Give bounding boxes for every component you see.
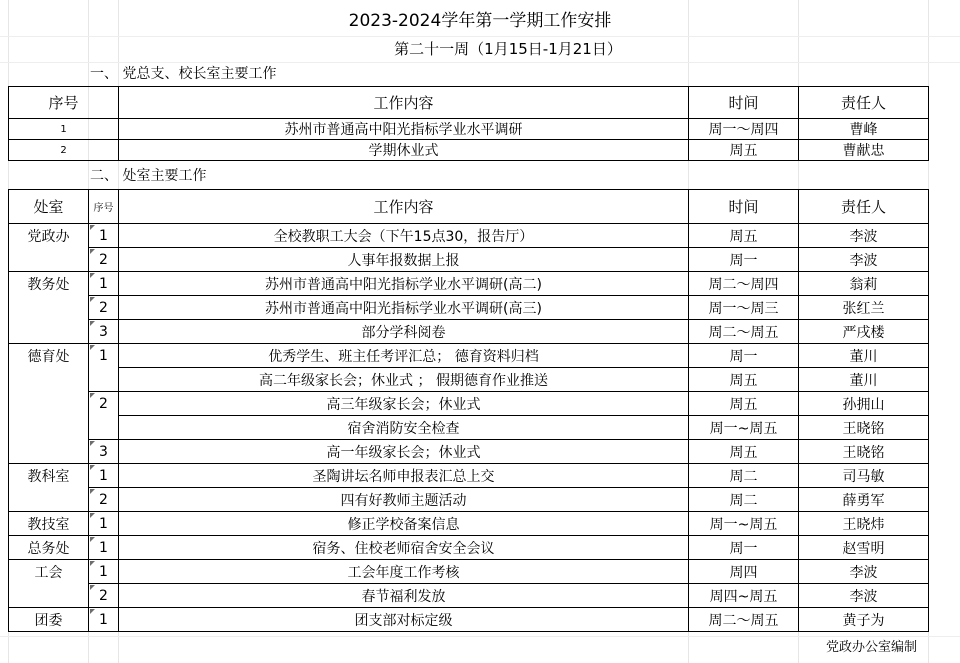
row-index-cell[interactable]: 1 — [9, 119, 119, 140]
person-cell[interactable]: 曹峰 — [799, 119, 929, 140]
work-content-cell[interactable]: 圣陶讲坛名师申报表汇总上交 — [119, 464, 689, 488]
table-row — [9, 464, 929, 488]
grid-line — [0, 62, 960, 63]
departments-table — [8, 189, 929, 632]
work-content-cell[interactable]: 苏州市普通高中阳光指标学业水平调研 — [119, 119, 689, 140]
item-number-cell[interactable]: 2 — [89, 296, 119, 320]
header-cell[interactable]: 时间 — [689, 87, 799, 119]
time-cell[interactable]: 周二 — [689, 488, 799, 512]
department-cell[interactable] — [9, 392, 89, 416]
item-number-cell[interactable]: 1 — [89, 608, 119, 632]
table-row — [9, 224, 929, 248]
work-content-cell[interactable]: 优秀学生、班主任考评汇总； 德育资料归档 — [119, 344, 689, 368]
table-row — [9, 536, 929, 560]
work-content-cell[interactable]: 苏州市普通高中阳光指标学业水平调研(高三) — [119, 296, 689, 320]
work-content-cell[interactable]: 修正学校备案信息 — [119, 512, 689, 536]
table-row — [9, 584, 929, 608]
sheet-title: 2023-2024学年第一学期工作安排 — [348, 11, 612, 31]
time-cell[interactable]: 周二～周五 — [689, 320, 799, 344]
work-content-cell[interactable]: 学期休业式 — [119, 140, 689, 161]
person-cell[interactable]: 翁莉 — [799, 272, 929, 296]
header-cell[interactable]: 工作内容 — [119, 87, 689, 119]
table-row — [9, 368, 929, 392]
time-cell[interactable]: 周四~周五 — [689, 584, 799, 608]
item-number-cell[interactable]: 1 — [89, 464, 119, 488]
item-number-cell[interactable]: 1 — [89, 272, 119, 296]
item-number-cell[interactable]: 1 — [89, 224, 119, 248]
header-cell[interactable]: 时间 — [689, 190, 799, 224]
time-cell[interactable]: 周一 — [689, 344, 799, 368]
table-row — [9, 560, 929, 584]
header-cell[interactable]: 工作内容 — [119, 190, 689, 224]
time-cell[interactable]: 周一 — [689, 248, 799, 272]
time-cell[interactable]: 周五 — [689, 224, 799, 248]
week-subtitle: 第二十一周（1月15日-1月21日） — [394, 40, 622, 58]
person-cell[interactable]: 李波 — [799, 248, 929, 272]
time-cell[interactable]: 周一~周五 — [689, 512, 799, 536]
row-index-cell[interactable]: 2 — [9, 140, 119, 161]
person-cell[interactable]: 严戌楼 — [799, 320, 929, 344]
person-cell[interactable]: 孙拥山 — [799, 392, 929, 416]
department-cell[interactable]: 教科室 — [9, 464, 89, 488]
time-cell[interactable]: 周五 — [689, 368, 799, 392]
table-row — [9, 320, 929, 344]
person-cell[interactable]: 李波 — [799, 584, 929, 608]
department-cell[interactable] — [9, 368, 89, 392]
person-cell[interactable]: 曹献忠 — [799, 140, 929, 161]
department-cell[interactable] — [9, 416, 89, 440]
department-cell[interactable] — [9, 488, 89, 512]
department-cell[interactable]: 总务处 — [9, 536, 89, 560]
work-content-cell[interactable]: 高二年级家长会；休业式 ； 假期德育作业推送 — [119, 368, 689, 392]
header-cell[interactable]: 序号 — [89, 190, 119, 224]
item-number-cell[interactable] — [89, 416, 119, 440]
time-cell[interactable]: 周二～周五 — [689, 608, 799, 632]
item-number-cell[interactable] — [89, 368, 119, 392]
department-cell[interactable] — [9, 320, 89, 344]
item-number-cell[interactable]: 1 — [89, 560, 119, 584]
work-content-cell[interactable]: 宿舍消防安全检查 — [119, 416, 689, 440]
item-number-cell[interactable]: 2 — [89, 584, 119, 608]
section-1-heading: 一、 党总支、校长室主要工作 — [90, 66, 277, 82]
person-cell[interactable]: 薛勇军 — [799, 488, 929, 512]
person-cell[interactable]: 黄子为 — [799, 608, 929, 632]
department-cell[interactable]: 团委 — [9, 608, 89, 632]
item-number-cell[interactable]: 1 — [89, 536, 119, 560]
person-cell[interactable]: 王晓炜 — [799, 512, 929, 536]
item-number-cell[interactable]: 2 — [89, 248, 119, 272]
person-cell[interactable]: 董川 — [799, 344, 929, 368]
table-row — [9, 119, 929, 140]
item-number-cell[interactable]: 3 — [89, 320, 119, 344]
time-cell[interactable]: 周一~周五 — [689, 416, 799, 440]
item-number-cell[interactable]: 2 — [89, 488, 119, 512]
work-content-cell[interactable]: 四有好教师主题活动 — [119, 488, 689, 512]
grid-line — [0, 36, 960, 37]
person-cell[interactable]: 董川 — [799, 368, 929, 392]
header-cell[interactable]: 责任人 — [799, 190, 929, 224]
department-cell[interactable] — [9, 296, 89, 320]
table-header-row — [9, 190, 929, 224]
header-cell[interactable]: 责任人 — [799, 87, 929, 119]
work-content-cell[interactable]: 高一年级家长会；休业式 — [119, 440, 689, 464]
time-cell[interactable]: 周五 — [689, 392, 799, 416]
department-cell[interactable]: 德育处 — [9, 344, 89, 368]
person-cell[interactable]: 司马敏 — [799, 464, 929, 488]
item-number-cell[interactable]: 1 — [89, 512, 119, 536]
person-cell[interactable]: 李波 — [799, 560, 929, 584]
department-cell[interactable]: 党政办 — [9, 224, 89, 248]
table-row — [9, 512, 929, 536]
time-cell[interactable]: 周一～周三 — [689, 296, 799, 320]
work-content-cell[interactable]: 宿务、住校老师宿舍安全会议 — [119, 536, 689, 560]
person-cell[interactable]: 王晓铭 — [799, 416, 929, 440]
table-row — [9, 272, 929, 296]
work-content-cell[interactable]: 苏州市普通高中阳光指标学业水平调研(高二) — [119, 272, 689, 296]
department-cell[interactable] — [9, 248, 89, 272]
table-row — [9, 140, 929, 161]
table-row — [9, 344, 929, 368]
person-cell[interactable]: 李波 — [799, 224, 929, 248]
work-content-cell[interactable]: 全校教职工大会（下午15点30，报告厅） — [119, 224, 689, 248]
leadership-table — [8, 86, 929, 161]
work-content-cell[interactable]: 人事年报数据上报 — [119, 248, 689, 272]
item-number-cell[interactable]: 1 — [89, 344, 119, 368]
table-header-row — [9, 87, 929, 119]
table-row — [9, 608, 929, 632]
department-cell[interactable]: 教务处 — [9, 272, 89, 296]
item-number-cell[interactable]: 3 — [89, 440, 119, 464]
table-row — [9, 296, 929, 320]
work-content-cell[interactable]: 工会年度工作考核 — [119, 560, 689, 584]
person-cell[interactable]: 王晓铭 — [799, 440, 929, 464]
table-row — [9, 416, 929, 440]
work-content-cell[interactable]: 高三年级家长会；休业式 — [119, 392, 689, 416]
table-row — [9, 392, 929, 416]
work-content-cell[interactable]: 春节福利发放 — [119, 584, 689, 608]
work-content-cell[interactable]: 团支部对标定级 — [119, 608, 689, 632]
department-cell[interactable]: 工会 — [9, 560, 89, 584]
time-cell[interactable]: 周五 — [689, 140, 799, 161]
department-cell[interactable] — [9, 440, 89, 464]
grid-line — [0, 636, 960, 637]
table-row — [9, 488, 929, 512]
section-2-heading: 二、 处室主要工作 — [90, 168, 207, 184]
time-cell[interactable]: 周二 — [689, 464, 799, 488]
time-cell[interactable]: 周一 — [689, 536, 799, 560]
time-cell[interactable]: 周二～周四 — [689, 272, 799, 296]
time-cell[interactable]: 周一～周四 — [689, 119, 799, 140]
item-number-cell[interactable]: 2 — [89, 392, 119, 416]
footer-note: 党政办公室编制 — [826, 640, 918, 655]
header-cell[interactable]: 处室 — [9, 190, 89, 224]
person-cell[interactable]: 赵雪明 — [799, 536, 929, 560]
person-cell[interactable]: 张红兰 — [799, 296, 929, 320]
department-cell[interactable]: 教技室 — [9, 512, 89, 536]
department-cell[interactable] — [9, 584, 89, 608]
time-cell[interactable]: 周四 — [689, 560, 799, 584]
work-content-cell[interactable]: 部分学科阅卷 — [119, 320, 689, 344]
table-row — [9, 440, 929, 464]
time-cell[interactable]: 周五 — [689, 440, 799, 464]
table-row — [9, 248, 929, 272]
header-cell[interactable]: 序号 — [9, 87, 119, 119]
